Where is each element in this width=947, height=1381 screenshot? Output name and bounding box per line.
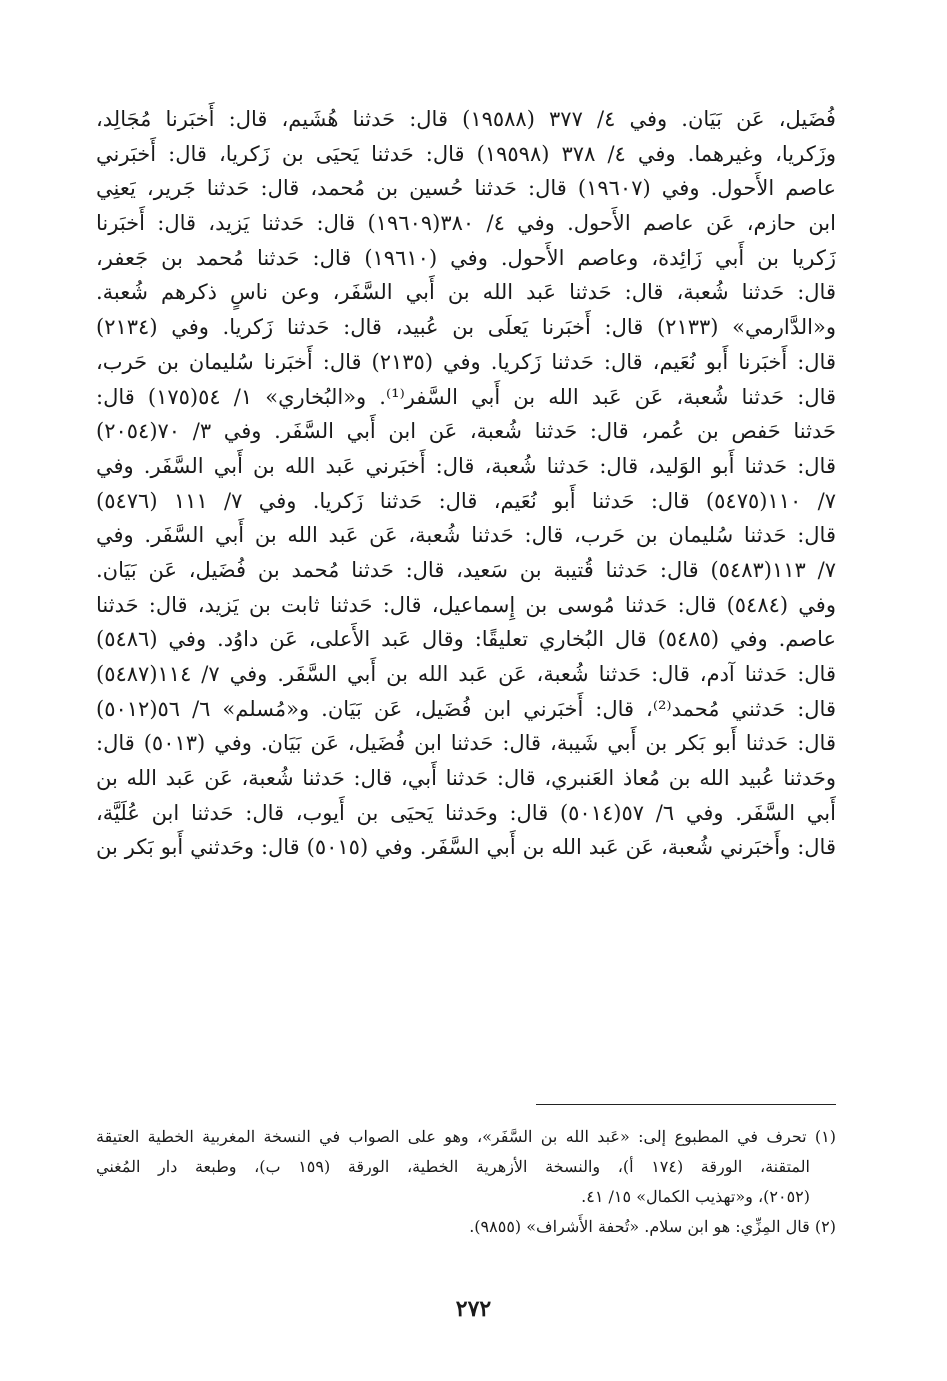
text-line: قال: حَدثنا شُعبة، عَن عَبد الله بن أَبي السَّفر⁽¹⁾. و«البُخاري» ١/ ٥٤(١٧٥) قال: xyxy=(96,384,836,409)
text-line: ٧/ ١١٠(٥٤٧٥) قال: حَدثنا أَبو نُعَيم، قال: حَدثنا زَكريا. وفي ٧/ ١١١ (٥٤٧٦) xyxy=(96,488,836,513)
text-line: قال: حَدثنا شُعبة، قال: حَدثنا عَبد الله بن أَبي السَّفَر، وعن ناسٍ ذكرهم شُعبة. xyxy=(96,280,836,305)
footnote-1-line-2: المتقنة، الورقة (١٧٤ أ)، والنسخة الأزهرية الخطية، الورقة (١٥٩ ب)، وطبعة دار المُغني xyxy=(96,1157,811,1176)
text-line: قال: حَدثنا آدم، قال: حَدثنا شُعبة، عَن عَبد الله بن أَبي السَّفَر. وفي ٧/ ١١٤(٥٤٨٧) xyxy=(96,662,836,686)
text-line: قال: وأَخبَرني شُعبة، عَن عَبد الله بن أَبي السَّفَر. وفي (٥٠١٥) قال: وحَدثني أَبو بَكر بن xyxy=(96,835,836,860)
text-line: قال: حَدثنا سُليمان بن حَرب، قال: حَدثنا شُعبة، عَن عَبد الله بن أَبي السَّفَر. وفي xyxy=(96,523,836,548)
footnote-1-line-1: (١) تحرف في المطبوع إلى: «عَبد الله بن السَّفَر»، وهو على الصواب في النسخة المغربية الخطية العتيقة xyxy=(96,1127,836,1146)
text-line: قال: أَخبَرنا أَبو نُعَيم، قال: حَدثنا زَكريا. وفي (٢١٣٥) قال: أَخبَرنا سُليمان بن حَرب، xyxy=(96,349,836,374)
text-line: أَبي السَّفَر. وفي ٦/ ٥٧(٥٠١٤) قال: وحَدثنا يَحيَى بن أَيوب، قال: حَدثنا ابن عُلَيَّة، xyxy=(96,800,836,825)
text-line: و«الدَّارمي» (٢١٣٣) قال: أَخبَرنا يَعلَى بن عُبيد، قال: حَدثنا زَكريا. وفي (٢١٣٤) xyxy=(96,315,836,340)
text-line: زَكريا بن أَبي زَائِدة، وعاصم الأَحول. وفي (١٩٦١٠) قال: حَدثنا مُحمد بن جَعفر، xyxy=(96,245,836,270)
text-line: ابن حازم، عَن عاصم الأَحول. وفي ٤/ ٣٨٠(١٩٦٠٩) قال: حَدثنا يَزيد، قال: أَخبَرنا xyxy=(96,211,836,236)
text-line: وحَدثنا عُبيد الله بن مُعاذ العَنبري، قال: حَدثنا أَبي، قال: حَدثنا شُعبة، عَن عَبد الله بن xyxy=(96,766,836,791)
text-line: ٧/ ١١٣(٥٤٨٣) قال: حَدثنا قُتيبة بن سَعيد، قال: حَدثنا مُحمد بن فُضَيل، عَن بَيَان. xyxy=(96,557,836,582)
page-number: ٢٧٢ xyxy=(455,1296,492,1322)
text-line: عاصم الأَحول. وفي (١٩٦٠٧) قال: حَدثنا حُسين بن مُحمد، قال: حَدثنا جَرير، يَعنِي xyxy=(96,176,836,201)
text-line: حَدثنا حَفص بن عُمر، قال: حَدثنا شُعبة، عَن ابن أَبي السَّفَر. وفي ٣/ ٧٠(٢٠٥٤) xyxy=(96,419,836,444)
footnotes xyxy=(96,1122,836,1242)
footnote-separator xyxy=(536,1104,836,1105)
text-line: قال: حَدثنا أَبو بَكر بن أَبي شَيبة، قال: حَدثنا ابن فُضَيل، عَن بَيَان. وفي (٥٠١٣) قال: xyxy=(96,731,836,756)
main-text xyxy=(96,102,836,865)
text-line: عاصم. وفي (٥٤٨٥) قال البُخاري تعليقًا: وقال عَبد الأَعلى، عَن داوُد. وفي (٥٤٨٦) xyxy=(96,627,836,652)
text-line: قال: حَدثني مُحمد⁽²⁾، قال: أَخبَرني ابن فُضَيل، عَن بَيَان. و«مُسلم» ٦/ ٥٦(٥٠١٢) xyxy=(96,696,836,721)
text-line: وفي (٥٤٨٤) قال: حَدثنا مُوسى بن إِسماعيل، قال: حَدثنا ثابت بن يَزيد، قال: حَدثنا xyxy=(96,592,836,617)
text-line: فُضَيل، عَن بَيَان. وفي ٤/ ٣٧٧ (١٩٥٨٨) قال: حَدثنا هُشَيم، قال: أَخبَرنا مُجَالِد، xyxy=(96,107,836,131)
text-line: وزَكريا، وغيرهما. وفي ٤/ ٣٧٨ (١٩٥٩٨) قال: حَدثنا يَحيَى بن زَكريا، قال: أَخبَرني xyxy=(96,141,836,166)
text-line: قال: حَدثنا أَبو الوَليد، قال: حَدثنا شُعبة، قال: أَخبَرني عَبد الله بن أَبي السَّفَر. وفي xyxy=(96,453,836,478)
footnote-1-line-3: (٢٠٥٢)، و«تهذيب الكمال» ١٥/ ٤١. xyxy=(581,1187,810,1206)
footnote-2: (٢) قال المِزِّي: هو ابن سلام. «تُحفة الأَشراف» (٩٨٥٥). xyxy=(469,1217,836,1236)
